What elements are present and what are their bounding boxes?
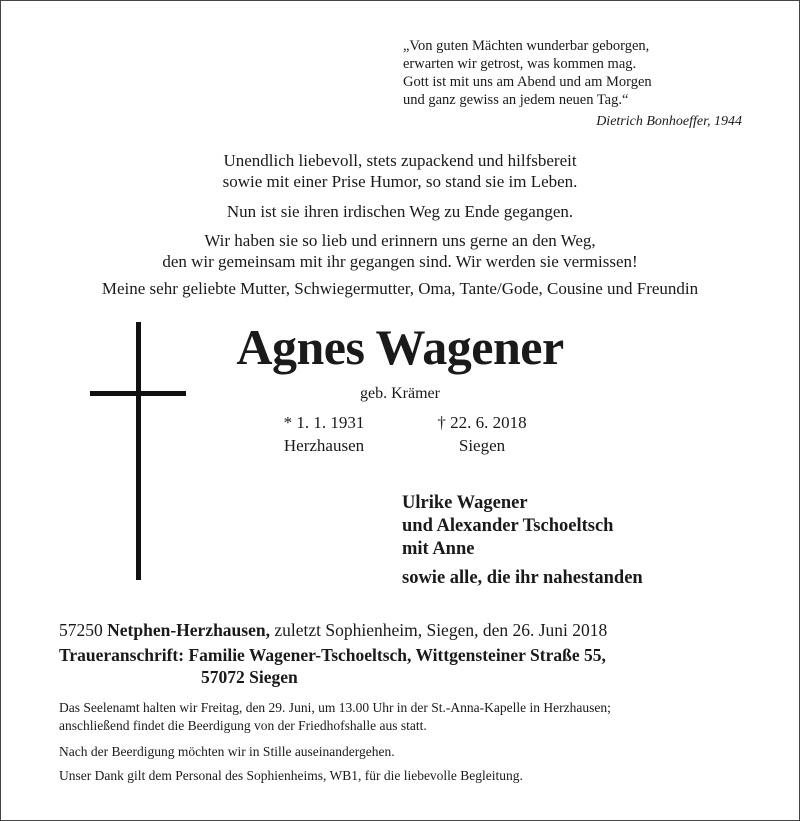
intro-line: Unendlich liebevoll, stets zupackend und hilfsbereit: [223, 151, 577, 170]
deceased-name: Agnes Wagener: [236, 319, 564, 375]
intro-line: Nun ist sie ihren irdischen Weg zu Ende gegangen.: [226, 202, 574, 221]
quote-author: Dietrich Bonhoeffer, 1944: [596, 114, 742, 129]
town: Netphen-Herzhausen,: [107, 620, 270, 640]
birth-place: Herzhausen: [283, 436, 365, 455]
intro-paragraph-3: [0, 230, 800, 272]
family-others: sowie alle, die ihr nahestanden: [402, 568, 643, 588]
postal-code: 57250: [59, 620, 103, 640]
intro-paragraph-1: [0, 150, 800, 192]
family-line: Ulrike Wagener: [402, 493, 528, 513]
quote-line: „Von guten Mächten wunderbar geborgen,: [403, 38, 650, 54]
mourning-address: Familie Wagener-Tschoeltsch, Wittgensteiner Straße 55,: [188, 645, 606, 665]
funeral-line: Das Seelenamt halten wir Freitag, den 29. Juni, um 13.00 Uhr in der St.-Anna-Kapelle in Herzhausen;: [59, 700, 611, 715]
birth-date: * 1. 1. 1931: [283, 413, 365, 432]
relationship-line: Meine sehr geliebte Mutter, Schwiegermutter, Oma, Tante/Gode, Cousine und Freundin: [101, 279, 699, 298]
place-date-rest: zuletzt Sophienheim, Siegen, den 26. Juni 2018: [274, 620, 608, 640]
family-line: mit Anne: [402, 539, 475, 559]
place-date-line: [59, 620, 607, 641]
funeral-note: [59, 699, 611, 735]
intro-line: den wir gemeinsam mit ihr gegangen sind. Wir werden sie vermissen!: [162, 252, 638, 271]
born-name: geb. Krämer: [360, 385, 440, 402]
family-line: und Alexander Tschoeltsch: [402, 516, 614, 536]
mourning-city: 57072 Siegen: [201, 667, 298, 687]
death-date: † 22. 6. 2018: [437, 413, 527, 432]
mourning-address-line: [59, 645, 606, 666]
mourning-label: Traueranschrift:: [59, 645, 185, 665]
bonhoeffer-quote: [403, 37, 652, 109]
quote-line: Gott ist mit uns am Abend und am Morgen: [403, 74, 652, 90]
intro-line: sowie mit einer Prise Humor, so stand sie im Leben.: [222, 172, 578, 191]
funeral-line: anschließend findet die Beerdigung von der Friedhofshalle aus statt.: [59, 718, 427, 733]
death-place: Siegen: [458, 436, 506, 455]
quote-line: erwarten wir getrost, was kommen mag.: [403, 56, 637, 72]
intro-line: Wir haben sie so lieb und erinnern uns gerne an den Weg,: [204, 231, 596, 250]
after-burial-note: Nach der Beerdigung möchten wir in Stille auseinandergehen.: [59, 744, 395, 759]
thanks-note: Unser Dank gilt dem Personal des Sophienheims, WB1, für die liebevolle Begleitung.: [59, 768, 523, 783]
quote-line: und ganz gewiss an jedem neuen Tag.“: [403, 92, 629, 108]
